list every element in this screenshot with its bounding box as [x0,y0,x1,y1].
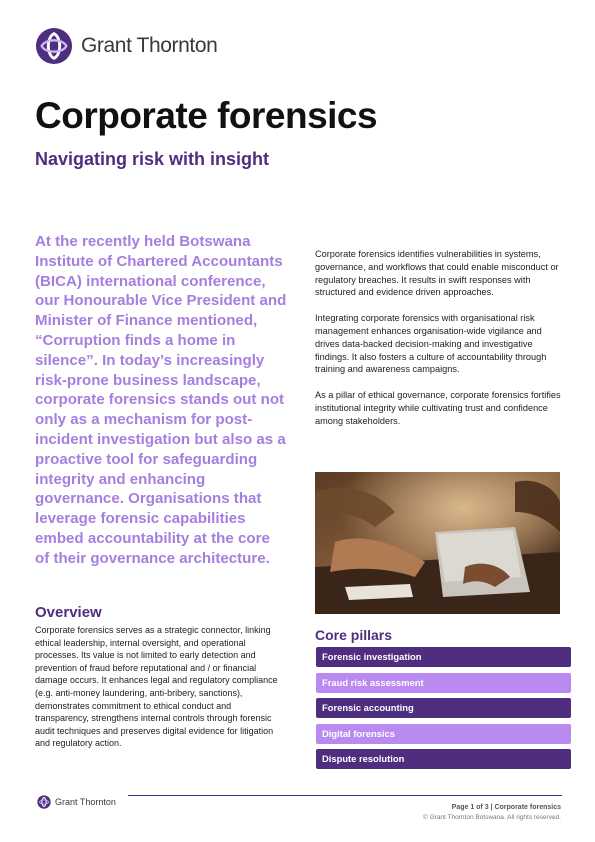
pillar-fraud-risk-assessment: Fraud risk assessment [316,673,571,693]
footer-brand-name: Grant Thornton [55,797,116,807]
footer-divider [128,795,562,796]
grant-thornton-logo-icon [37,795,51,809]
lead-paragraph: At the recently held Botswana Institute of Chartered Accountants (BICA) international conference, our Honourable Vice President and Minister of Finance mentioned, “Corruption finds a home in silence”. In today’s increasingly risk-prone business landscape, corporate forensics stands out not only as a mechanism for post-incident investigation but also as a proactive tool for safeguarding integrity and enhancing governance. Organisations that leverage forensic capabilities embed accountability at the core of their governance architecture. [35,233,287,567]
footer-page-number: Page 1 of 3 | Corporate forensics [451,804,561,811]
brand-logo [35,27,217,65]
pillar-dispute-resolution: Dispute resolution [316,749,571,769]
overview-heading: Overview [35,604,102,621]
page-title: Corporate forensics [35,95,378,136]
page-subtitle: Navigating risk with insight [35,149,270,169]
meeting-photo [315,472,560,614]
core-pillars-heading: Core pillars [315,627,393,643]
grant-thornton-logo-icon [35,27,73,65]
right-paragraph: Integrating corporate forensics with organisational risk management enhances organisation-wide vigilance and drives data-backed decision-making and investigative findings. It also fosters a culture of accountability through training and awareness campaigns. [315,313,547,375]
pillar-forensic-investigation: Forensic investigation [316,647,571,667]
right-paragraph: As a pillar of ethical governance, corporate forensics fortifies institutional integrity while cultivating trust and confidence among stakeholders. [315,390,561,426]
pillar-digital-forensics: Digital forensics [316,724,571,744]
footer-logo [37,795,116,809]
right-paragraph: Corporate forensics identifies vulnerabilities in systems, governance, and workflows that could enable misconduct or regulatory breaches. It results in swift responses with structured and evidence driven approaches. [315,249,559,298]
footer-copyright: © Grant Thornton Botswana. All rights reserved. [423,814,561,821]
core-pillars-list [316,647,571,775]
overview-body: Corporate forensics serves as a strategic connector, linking ethical leadership, internal oversight, and operational processes. Its value is not limited to early detection and prevention of fraud before reputational and / or financial damage occurs. It enhances legal and regulatory compliance (e.g. anti-money laundering, anti-bribery, sanctions), demonstrates commitment to ethical conduct and transparency, strengthens internal controls through forensic audit techniques and preserves digital evidence for litigation and regulatory action. [35,625,278,749]
pillar-forensic-accounting: Forensic accounting [316,698,571,718]
right-column [315,248,563,441]
photo-illustration [315,472,560,614]
brand-name: Grant Thornton [81,34,218,57]
